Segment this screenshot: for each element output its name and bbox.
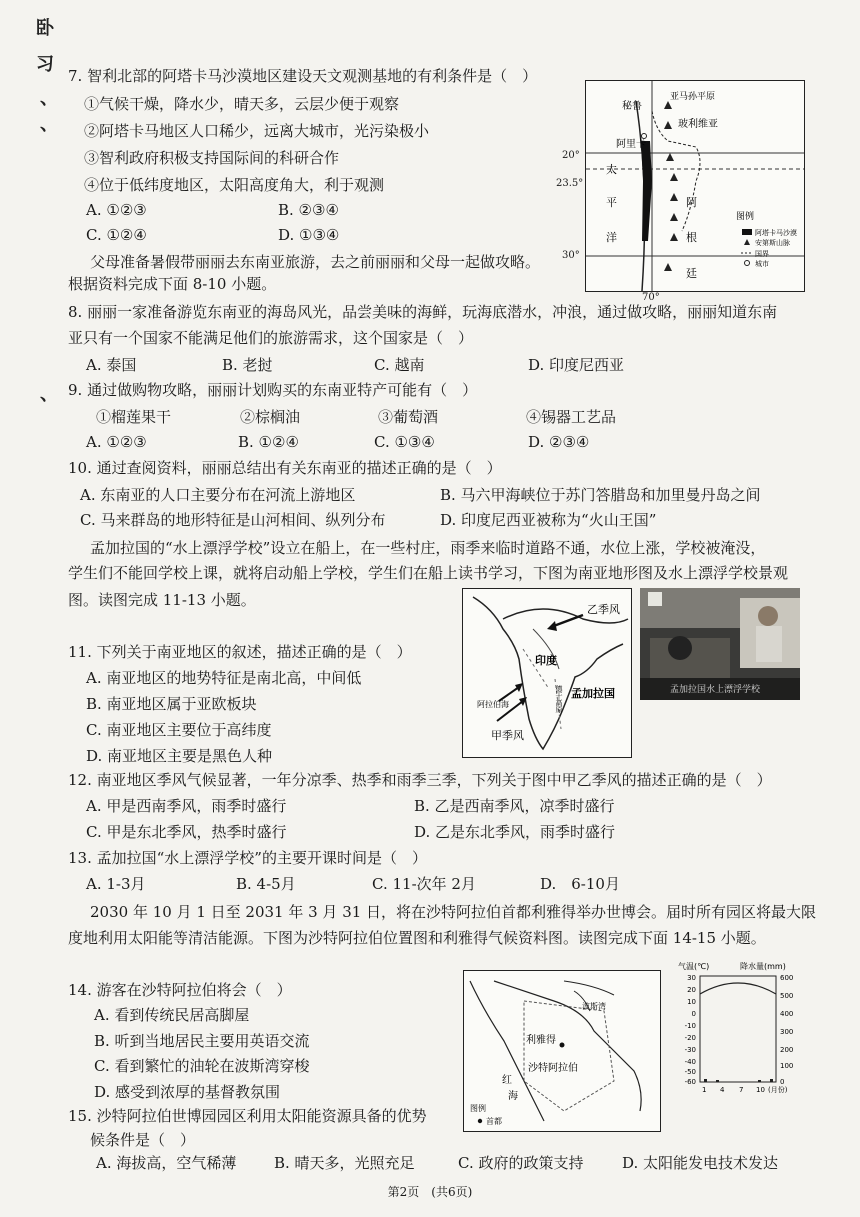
temp-tick: -60	[684, 1078, 696, 1086]
month-tick: 7	[739, 1086, 744, 1094]
intro-11-13: 图。读图完成 11-13 小题。	[68, 591, 256, 609]
chile-map-label: 秘鲁	[622, 101, 642, 112]
chile-lon-label: 70°	[642, 292, 660, 303]
q9-option: C. ①③④	[374, 433, 435, 451]
q14-option: C. 看到繁忙的油轮在波斯湾穿梭	[94, 1057, 310, 1075]
south-asia-label: 印度	[535, 654, 557, 667]
saudi-map-label: 红	[502, 1075, 512, 1086]
south-asia-label: 孟加拉国	[571, 687, 615, 700]
margin-mark: 、	[40, 384, 58, 405]
q13-option: B. 4-5月	[236, 875, 296, 893]
intro-8-10: 父母准备暑假带丽丽去东南亚旅游，去之前丽丽和父母一起做攻略。	[90, 253, 541, 271]
precip-tick: 200	[780, 1046, 794, 1054]
q7-item: ②阿塔卡马地区人口稀少，远离大城市，光污染极小	[84, 122, 430, 140]
q9-item: ①榴莲果干	[96, 408, 172, 426]
chile-map-label: 廷	[686, 267, 697, 280]
q8-option: C. 越南	[374, 356, 425, 374]
q7-item: ①气候干燥，降水少，晴天多，云层少便于观察	[84, 95, 400, 113]
month-tick: 1	[702, 1086, 707, 1094]
chile-map-label: 平	[606, 196, 617, 209]
temp-tick: 10	[687, 998, 696, 1006]
q14-option: D. 感受到浓厚的基督教氛围	[94, 1083, 281, 1101]
q15-stem: 15. 沙特阿拉伯世博园园区利用太阳能资源具备的优势	[68, 1107, 427, 1125]
q7-option: B. ②③④	[278, 201, 339, 219]
q12-option: D. 乙是东北季风，雨季时盛行	[414, 823, 616, 841]
q8-option: A. 泰国	[86, 356, 137, 374]
saudi-map-label: 沙特阿拉伯	[528, 1063, 578, 1074]
chile-map-label: 阿里卡	[616, 139, 646, 150]
q7-stem: 7. 智利北部的阿塔卡马沙漠地区建设天文观测基地的有利条件是（ ）	[68, 67, 538, 85]
q14-option: A. 看到传统民居高脚屋	[94, 1006, 250, 1024]
chile-map-legend-item: 安第斯山脉	[755, 239, 790, 247]
q7-item: ④位于低纬度地区，太阳高度角大，利于观测	[84, 176, 385, 194]
temp-tick: 0	[691, 1010, 696, 1018]
q12-stem: 12. 南亚地区季风气候显著，一年分凉季、热季和雨季三季，下列关于图中甲乙季风的描述正确的是（ ）	[68, 771, 772, 789]
margin-mark: 习	[36, 54, 54, 75]
page-footer: 第2页 (共6页)	[387, 1185, 473, 1199]
q9-item: ②棕榈油	[240, 408, 301, 426]
saudi-map-label: 海	[508, 1091, 518, 1102]
south-asia-label: 甲季风	[491, 729, 524, 742]
chile-lat-label: 30°	[562, 250, 580, 261]
q12-option: C. 甲是东北季风，热季时盛行	[86, 823, 287, 841]
saudi-map-legend-item: 首都	[486, 1117, 502, 1126]
intro-8-10: 根据资料完成下面 8-10 小题。	[68, 275, 277, 293]
saudi-map-label: 波斯湾	[582, 1002, 606, 1011]
q13-option: A. 1-3月	[86, 875, 146, 893]
south-asia-map	[462, 588, 632, 758]
q15-stem: 候条件是（ ）	[90, 1131, 196, 1149]
temp-tick: -10	[684, 1022, 696, 1030]
intro-11-13: 孟加拉国的“水上漂浮学校”设立在船上，在一些村庄，雨季来临时道路不通，水位上涨，学校被淹没，	[90, 539, 766, 557]
south-asia-label: 德干高原	[555, 685, 563, 713]
chile-map-label: 玻利维亚	[678, 119, 718, 130]
q11-option: A. 南亚地区的地势特征是南北高，中间低	[86, 669, 362, 687]
precip-tick: 0	[780, 1078, 785, 1086]
south-asia-label: 阿拉伯海	[477, 700, 509, 709]
q12-option: B. 乙是西南季风，凉季时盛行	[414, 797, 615, 815]
q14-stem: 14. 游客在沙特阿拉伯将会（ ）	[68, 981, 292, 999]
chile-lat-label: 23.5°	[556, 178, 584, 189]
q15-option: B. 晴天多，光照充足	[274, 1154, 415, 1172]
q10-option: A. 东南亚的人口主要分布在河流上游地区	[80, 486, 356, 504]
q7-option: A. ①②③	[86, 201, 147, 219]
south-asia-label: 乙季风	[587, 603, 620, 616]
climate-ylabel-left: 气温(℃)	[678, 962, 710, 971]
q10-option: C. 马来群岛的地形特征是山河相间、纵列分布	[80, 511, 386, 529]
q9-item: ④锡器工艺品	[526, 408, 617, 426]
q14-option: B. 听到当地居民主要用英语交流	[94, 1032, 310, 1050]
precip-tick: 100	[780, 1062, 794, 1070]
saudi-map-legend-title: 图例	[470, 1104, 486, 1113]
floating-school-photo	[640, 588, 800, 700]
month-unit: (月份)	[768, 1086, 788, 1094]
chile-map-legend-item: 城市	[755, 260, 769, 268]
temp-tick: -50	[684, 1068, 696, 1076]
chile-map-label: 亚马孙平原	[670, 92, 716, 102]
q9-option: B. ①②④	[238, 433, 299, 451]
chile-map-label: 阿	[686, 196, 697, 209]
month-tick: 4	[720, 1086, 725, 1094]
temp-tick: -20	[684, 1034, 696, 1042]
q15-option: C. 政府的政策支持	[458, 1154, 584, 1172]
intro-14-15: 2030 年 10 月 1 日至 2031 年 3 月 31 日，将在沙特阿拉伯首都利雅得举办世博会。届时所有园区将最大限	[90, 903, 817, 921]
q15-option: A. 海拔高，空气稀薄	[96, 1154, 237, 1172]
chile-map	[585, 80, 805, 292]
climate-chart	[676, 960, 802, 1096]
chile-map-legend-item: 国界	[755, 250, 769, 258]
q9-item: ③葡萄酒	[378, 408, 439, 426]
q11-option: D. 南亚地区主要是黑色人种	[86, 747, 273, 765]
temp-tick: -30	[684, 1046, 696, 1054]
saudi-arabia-map	[463, 970, 661, 1132]
intro-11-13: 学生们不能回学校上课，就将启动船上学校，学生们在船上读书学习，下图为南亚地形图及水上漂浮学校景观	[68, 564, 789, 582]
q7-item: ③智利政府积极支持国际间的科研合作	[84, 149, 340, 167]
margin-mark: 卧	[36, 18, 54, 39]
q13-stem: 13. 孟加拉国“水上漂浮学校”的主要开课时间是（ ）	[68, 849, 427, 867]
q11-option: B. 南亚地区属于亚欧板块	[86, 695, 257, 713]
q8-stem: 8. 丽丽一家准备游览东南亚的海岛风光，品尝美味的海鲜，玩海底潜水，冲浪，通过做攻略，丽丽知道东南	[68, 303, 778, 321]
q13-option: D. 6-10月	[540, 875, 620, 893]
q12-option: A. 甲是西南季风，雨季时盛行	[86, 797, 287, 815]
chile-map-label: 根	[686, 231, 697, 244]
chile-map-label: 洋	[606, 231, 617, 244]
precip-tick: 300	[780, 1028, 794, 1036]
q7-option: C. ①②④	[86, 226, 147, 244]
margin-mark: 、	[40, 88, 58, 109]
temp-tick: 20	[687, 986, 696, 994]
q8-option: D. 印度尼西亚	[528, 356, 625, 374]
chile-map-legend-item: 阿塔卡马沙漠	[755, 229, 797, 237]
q8-option: B. 老挝	[222, 356, 273, 374]
q11-stem: 11. 下列关于南亚地区的叙述，描述正确的是（ ）	[68, 643, 412, 661]
precip-tick: 400	[780, 1010, 794, 1018]
chile-map-legend-title: 图例	[736, 212, 755, 222]
q7-option: D. ①③④	[278, 226, 340, 244]
margin-mark: 、	[40, 114, 58, 135]
intro-14-15: 度地利用太阳能等清洁能源。下图为沙特阿拉伯位置图和利雅得气候资料图。读图完成下面 14-15 小题。	[68, 929, 766, 947]
chile-map-label: 太	[606, 163, 617, 176]
q10-option: B. 马六甲海峡位于苏门答腊岛和加里曼丹岛之间	[440, 486, 761, 504]
q10-stem: 10. 通过查阅资料，丽丽总结出有关东南亚的描述正确的是（ ）	[68, 459, 502, 477]
q9-stem: 9. 通过做购物攻略，丽丽计划购买的东南亚特产可能有（ ）	[68, 381, 478, 399]
precip-tick: 500	[780, 992, 794, 1000]
precip-tick: 600	[780, 974, 794, 982]
q9-option: D. ②③④	[528, 433, 590, 451]
q8-stem: 亚只有一个国家不能满足他们的旅游需求，这个国家是（ ）	[68, 329, 474, 347]
chile-lat-label: 20°	[562, 150, 580, 161]
photo-caption: 孟加拉国水上漂浮学校	[670, 685, 761, 695]
q10-option: D. 印度尼西亚被称为“火山王国”	[440, 511, 657, 529]
q9-option: A. ①②③	[86, 433, 147, 451]
temp-tick: -40	[684, 1058, 696, 1066]
month-tick: 10	[756, 1086, 765, 1094]
climate-ylabel-right: 降水量(mm)	[740, 962, 786, 971]
temp-tick: 30	[687, 974, 696, 982]
saudi-map-label: 利雅得	[526, 1035, 556, 1046]
q11-option: C. 南亚地区主要位于高纬度	[86, 721, 272, 739]
q15-option: D. 太阳能发电技术发达	[622, 1154, 779, 1172]
q13-option: C. 11-次年 2月	[372, 875, 476, 893]
